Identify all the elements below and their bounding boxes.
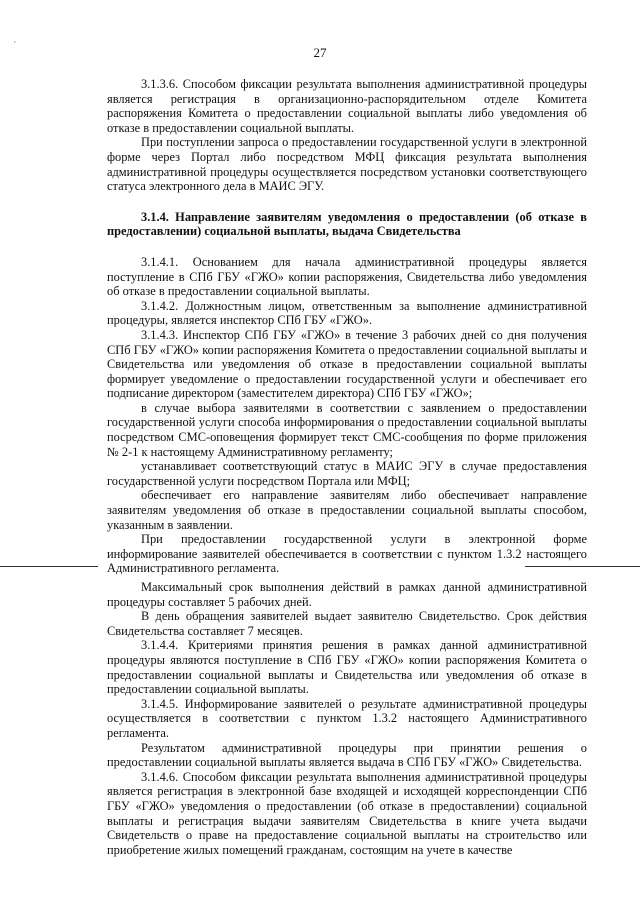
scan-line-left bbox=[0, 566, 98, 567]
paragraph-3-1-4-2: 3.1.4.2. Должностным лицом, ответственным за выполнение административной процедуры, является инспектор СПб ГБУ «ГЖО». bbox=[107, 298, 587, 328]
paragraph-set-status: устанавливает соответствующий статус в МАИС ЭГУ в случае предоставления государственной услуги посредством Портала или МФЦ; bbox=[107, 459, 587, 488]
paragraph-certificate-issue: В день обращения заявителей выдает заявителю Свидетельство. Срок действия Свидетельства составляет 7 месяцев. bbox=[107, 609, 587, 638]
scan-line-right bbox=[525, 566, 640, 567]
paragraph-3-1-3-6: 3.1.3.6. Способом фиксации результата выполнения административной процедуры является регистрация в организационно-распорядительном отделе Комитета распоряжения Комитета о предоставлении социальной выплаты либо уведомления об отказе в предоставлении социальной выплаты. bbox=[107, 77, 587, 135]
paragraph-3-1-4-4: 3.1.4.4. Критериями принятия решения в рамках данной административной процедуры являются поступление в СПб ГБУ «ГЖО» копии распоряжения Комитета о предоставлении социальной выплаты и Свидетельства или уведомления об отказе в предоставлении социальной выплаты. bbox=[107, 638, 587, 697]
paragraph-result: Результатом административной процедуры при принятии решения о предоставлении социальной выплаты является выдача в СПб ГБУ «ГЖО» Свидетельства. bbox=[107, 740, 587, 770]
page-number: 27 bbox=[313, 45, 327, 60]
paragraph-3-1-4-6: 3.1.4.6. Способом фиксации результата выполнения административной процедуры является регистрация в электронной базе входящей и исходящей корреспонденции СПб ГБУ «ГЖО» уведомления о предоставлении (об отказе в предоставлении) социальной выплаты и регистрация выдачи заявителям Свидетельства в книге учета выдачи Свидетельств о праве на предоставление социальной выплаты на строительство или приобретение жилых помещений гражданам, состоящим на учете в качестве bbox=[107, 769, 587, 857]
document-body bbox=[107, 77, 587, 857]
paragraph-electronic-form-fixation: При поступлении запроса о предоставлении государственной услуги в электронной форме через Портал либо посредством МФЦ фиксация результата выполнения административной процедуры осуществляется посредством установки соответствующего статуса электронного дела в МАИС ЭГУ. bbox=[107, 135, 587, 194]
section-heading-3-1-4: 3.1.4. Направление заявителям уведомления о предоставлении (об отказе в предоставлении) социальной выплаты, выдача Свидетельства bbox=[107, 209, 587, 239]
paragraph-electronic-informing: При предоставлении государственной услуги в электронной форме информирование заявителей обеспечивается в соответствии с пунктом 1.3.2 настоящего Административного регламента. bbox=[107, 532, 587, 576]
paragraph-3-1-4-5: 3.1.4.5. Информирование заявителей о результате административной процедуры осуществляется в соответствии с пунктом 1.3.2 настоящего Административного регламента. bbox=[107, 696, 587, 740]
paragraph-send-notification: обеспечивает его направление заявителям либо обеспечивает направление заявителям уведомления об отказе в предоставлении социальной выплаты способом, указанным в заявлении. bbox=[107, 488, 587, 532]
paragraph-3-1-4-1: 3.1.4.1. Основанием для начала административной процедуры является поступление в СПб ГБУ «ГЖО» копии распоряжения, Свидетельства либо уведомления об отказе в предоставлении социальной выплаты. bbox=[107, 254, 587, 299]
paragraph-max-term: Максимальный срок выполнения действий в рамках данной административной процедуры составляет 5 рабочих дней. bbox=[107, 580, 587, 609]
paragraph-3-1-4-3: 3.1.4.3. Инспектор СПб ГБУ «ГЖО» в течение 3 рабочих дней со дня получения СПб ГБУ «ГЖО» копии распоряжения Комитета о предоставлении социальной выплаты и Свидетельства или уведомления об отказе в предоставлении социальной выплаты формирует уведомление о предоставлении государственной услуги и обеспечивает его подписание директором (заместителем директора) СПб ГБУ «ГЖО»; bbox=[107, 327, 587, 401]
margin-mark: ' bbox=[14, 40, 16, 51]
paragraph-sms-notification: в случае выбора заявителями в соответствии с заявлением о предоставлении государственной услуги способа информирования о предоставлении социальной выплаты посредством СМС-оповещения формирует текст СМС-сообщения по форме приложения № 2-1 к настоящему Административному регламенту; bbox=[107, 400, 587, 459]
